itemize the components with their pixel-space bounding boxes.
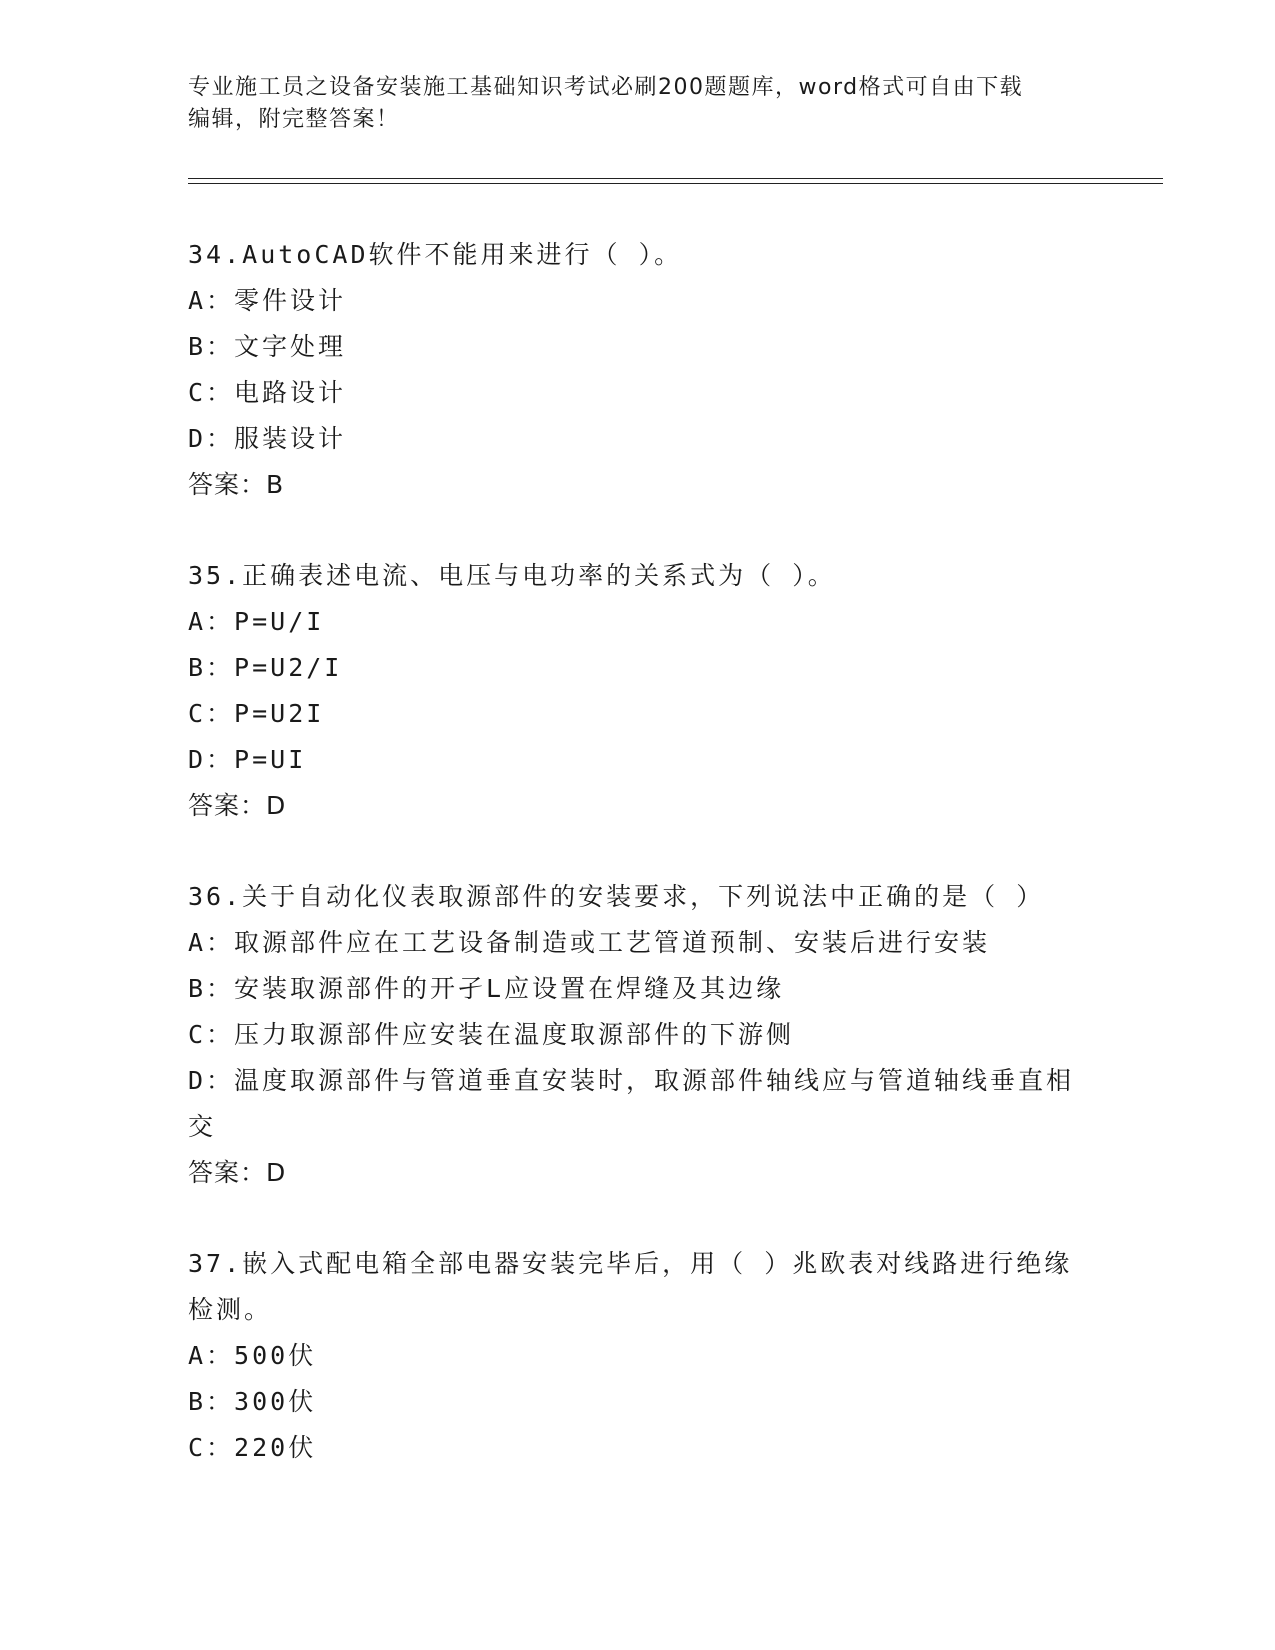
answer-line: 答案：D [188,1158,287,1187]
question-34 [188,232,1088,508]
question-list [188,232,1088,1516]
header-divider-top [188,178,1163,179]
question-35 [188,553,1088,829]
header-divider-bottom [188,183,1163,184]
option-b: B：P=U2/I [188,653,343,682]
question-stem: 36.关于自动化仪表取源部件的安装要求，下列说法中正确的是（ ） [188,882,1045,911]
option-c: C：电路设计 [188,378,347,407]
option-c: C：压力取源部件应安装在温度取源部件的下游侧 [188,1020,795,1049]
option-d: D：服装设计 [188,424,347,453]
header-line-1: 专业施工员之设备安装施工基础知识考试必刷200题题库，word格式可自由下载 [188,75,1024,100]
answer-line: 答案：B [188,470,285,499]
option-d: D：温度取源部件与管道垂直安装时，取源部件轴线应与管道轴线垂直相交 [188,1066,1075,1141]
question-36 [188,874,1088,1196]
document-header [188,72,1088,136]
option-a: A：零件设计 [188,286,347,315]
question-stem: 37.嵌入式配电箱全部电器安装完毕后，用（ ）兆欧表对线路进行绝缘检测。 [188,1249,1073,1324]
option-c: C：P=U2I [188,699,325,728]
question-37 [188,1241,1088,1471]
option-b: B：文字处理 [188,332,347,361]
option-b: B：安装取源部件的开孑L应设置在焊缝及其边缘 [188,974,785,1003]
header-line-2: 编辑，附完整答案！ [188,107,400,132]
option-a: A：500伏 [188,1341,317,1370]
option-a: A：取源部件应在工艺设备制造或工艺管道预制、安装后进行安装 [188,928,991,957]
option-b: B：300伏 [188,1387,317,1416]
option-a: A：P=U/I [188,607,325,636]
option-d: D：P=UI [188,745,307,774]
question-stem: 34.AutoCAD软件不能用来进行（ ）。 [188,240,683,269]
answer-line: 答案：D [188,791,287,820]
question-stem: 35.正确表述电流、电压与电功率的关系式为（ ）。 [188,561,836,590]
option-c: C：220伏 [188,1433,317,1462]
